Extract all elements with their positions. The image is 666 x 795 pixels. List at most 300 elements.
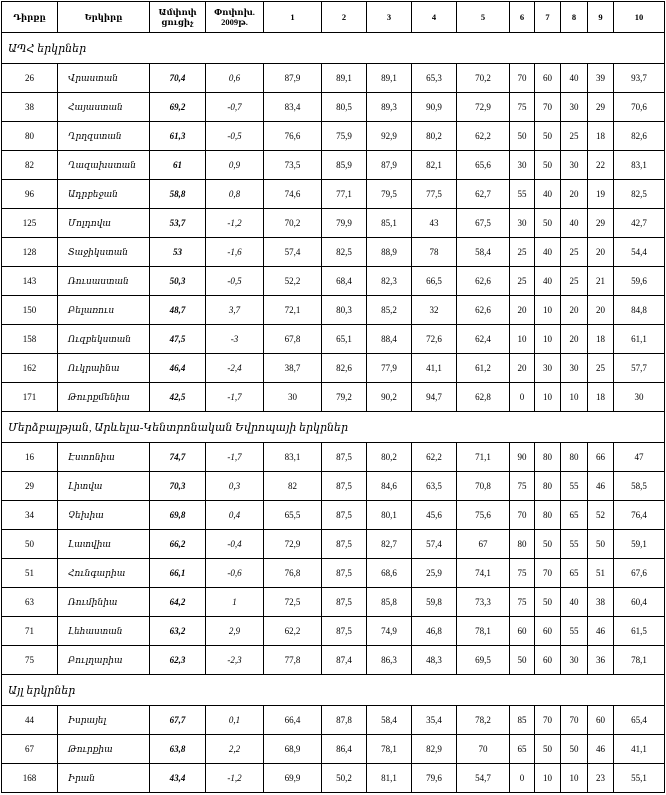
table-cell: 50	[535, 151, 561, 180]
table-cell: 82	[264, 472, 322, 501]
table-cell: 87,9	[367, 151, 412, 180]
table-cell: 46,4	[150, 354, 206, 383]
table-cell: 57,4	[264, 238, 322, 267]
table-cell: 61	[150, 151, 206, 180]
table-cell: 62,7	[457, 180, 510, 209]
table-cell: 50	[535, 735, 561, 764]
table-cell: 70	[561, 706, 588, 735]
column-header: 7	[535, 2, 561, 33]
table-cell: Էստոնիա	[58, 443, 150, 472]
table-cell: Իրան	[58, 764, 150, 793]
table-cell: 38,7	[264, 354, 322, 383]
column-header: 3	[367, 2, 412, 33]
table-row	[2, 501, 665, 530]
table-row	[2, 180, 665, 209]
table-row	[2, 383, 665, 412]
table-cell: 85	[510, 706, 535, 735]
table-cell: 42,5	[150, 383, 206, 412]
table-cell: 55	[561, 530, 588, 559]
table-cell: 66,5	[412, 267, 457, 296]
table-cell: 70,2	[264, 209, 322, 238]
table-cell: 54,7	[457, 764, 510, 793]
table-cell: 83,1	[264, 443, 322, 472]
table-cell: 30	[510, 151, 535, 180]
table-cell: 75,6	[457, 501, 510, 530]
table-cell: 25	[561, 122, 588, 151]
table-cell: 29	[2, 472, 58, 501]
table-cell: 25	[510, 238, 535, 267]
table-cell: -0,6	[206, 559, 264, 588]
column-header: Փոփոխ. 2009թ.	[206, 2, 264, 33]
table-cell: 50,3	[150, 267, 206, 296]
table-cell: 0,3	[206, 472, 264, 501]
table-cell: 72,6	[412, 325, 457, 354]
table-cell: 35,4	[412, 706, 457, 735]
table-cell: 87,4	[322, 646, 367, 675]
table-cell: 80	[535, 501, 561, 530]
table-cell: 30	[614, 383, 665, 412]
table-cell: 171	[2, 383, 58, 412]
table-cell: 71,1	[457, 443, 510, 472]
table-cell: 82,1	[412, 151, 457, 180]
table-cell: -3	[206, 325, 264, 354]
table-cell: 21	[588, 267, 614, 296]
table-cell: 59,6	[614, 267, 665, 296]
table-cell: 82,9	[412, 735, 457, 764]
table-cell: 78,2	[457, 706, 510, 735]
table-cell: 82,6	[614, 122, 665, 151]
table-cell: 29	[588, 209, 614, 238]
table-row	[2, 93, 665, 122]
table-cell: Ղազախստան	[58, 151, 150, 180]
table-cell: 79,5	[367, 180, 412, 209]
table-cell: 47,5	[150, 325, 206, 354]
table-cell: 68,6	[367, 559, 412, 588]
table-cell: 82,5	[614, 180, 665, 209]
table-cell: 61,1	[614, 325, 665, 354]
table-cell: 18	[588, 122, 614, 151]
table-cell: 70	[457, 735, 510, 764]
table-cell: 83,4	[264, 93, 322, 122]
table-row	[2, 646, 665, 675]
column-header: Դիրքը	[2, 2, 58, 33]
column-header: 9	[588, 2, 614, 33]
table-cell: 38	[588, 588, 614, 617]
table-cell: 46,8	[412, 617, 457, 646]
table-cell: 83,1	[614, 151, 665, 180]
table-row	[2, 764, 665, 793]
table-cell: 67,6	[614, 559, 665, 588]
table-cell: 0	[510, 383, 535, 412]
table-cell: Ռումինիա	[58, 588, 150, 617]
table-cell: 25	[510, 267, 535, 296]
table-cell: 50	[510, 646, 535, 675]
table-cell: 80	[510, 530, 535, 559]
table-cell: 90,2	[367, 383, 412, 412]
table-cell: 10	[535, 383, 561, 412]
table-cell: 66,2	[150, 530, 206, 559]
table-row	[2, 588, 665, 617]
table-cell: 70	[510, 64, 535, 93]
table-cell: 70	[535, 706, 561, 735]
table-cell: 55	[561, 472, 588, 501]
column-header: 6	[510, 2, 535, 33]
table-cell: 46	[588, 617, 614, 646]
table-cell: 75	[510, 93, 535, 122]
table-cell: 80,3	[322, 296, 367, 325]
table-cell: 70	[535, 93, 561, 122]
table-row	[2, 64, 665, 93]
table-cell: Ղրղզստան	[58, 122, 150, 151]
table-cell: 76,8	[264, 559, 322, 588]
table-cell: 39	[588, 64, 614, 93]
table-cell: 52	[588, 501, 614, 530]
table-cell: 30	[535, 354, 561, 383]
table-cell: 55	[561, 617, 588, 646]
table-cell: 25,9	[412, 559, 457, 588]
table-cell: 65,4	[614, 706, 665, 735]
table-cell: 67	[2, 735, 58, 764]
table-cell: 67,5	[457, 209, 510, 238]
table-cell: 52,2	[264, 267, 322, 296]
table-cell: 93,7	[614, 64, 665, 93]
table-cell: 41,1	[614, 735, 665, 764]
table-cell: 25	[561, 238, 588, 267]
table-cell: 44	[2, 706, 58, 735]
table-cell: 40	[535, 180, 561, 209]
table-cell: 78,1	[457, 617, 510, 646]
table-cell: 46	[588, 472, 614, 501]
table-cell: 76,6	[264, 122, 322, 151]
table-cell: 69,2	[150, 93, 206, 122]
table-cell: 87,5	[322, 617, 367, 646]
table-cell: 85,9	[322, 151, 367, 180]
table-cell: 51	[2, 559, 58, 588]
table-cell: 50	[588, 530, 614, 559]
table-cell: 60	[510, 617, 535, 646]
table-cell: 23	[588, 764, 614, 793]
table-row	[2, 209, 665, 238]
table-cell: 71	[2, 617, 58, 646]
table-cell: 10	[535, 764, 561, 793]
table-row	[2, 617, 665, 646]
column-header: 5	[457, 2, 510, 33]
table-cell: 62,2	[457, 122, 510, 151]
table-cell: 89,1	[367, 64, 412, 93]
table-cell: -1,6	[206, 238, 264, 267]
table-cell: 18	[588, 383, 614, 412]
table-cell: 75,9	[322, 122, 367, 151]
table-cell: 86,4	[322, 735, 367, 764]
table-cell: 50,2	[322, 764, 367, 793]
table-cell: 53,7	[150, 209, 206, 238]
section-header-row	[2, 675, 665, 706]
table-row	[2, 706, 665, 735]
table-cell: 50	[535, 530, 561, 559]
table-cell: 75	[510, 588, 535, 617]
table-row	[2, 325, 665, 354]
table-cell: 65	[561, 501, 588, 530]
table-cell: 70,2	[457, 64, 510, 93]
table-cell: 41,1	[412, 354, 457, 383]
table-cell: 58,8	[150, 180, 206, 209]
table-cell: Բուլղարիա	[58, 646, 150, 675]
table-cell: 25	[588, 354, 614, 383]
table-cell: 75	[510, 559, 535, 588]
table-cell: -1,2	[206, 209, 264, 238]
table-cell: 20	[588, 296, 614, 325]
section-header-row	[2, 33, 665, 64]
table-cell: 69,5	[457, 646, 510, 675]
table-cell: 90	[510, 443, 535, 472]
table-cell: 63,8	[150, 735, 206, 764]
table-cell: 96	[2, 180, 58, 209]
table-cell: 68,9	[264, 735, 322, 764]
table-cell: 60	[535, 64, 561, 93]
table-cell: 54,4	[614, 238, 665, 267]
table-cell: 84,8	[614, 296, 665, 325]
table-cell: 82	[2, 151, 58, 180]
table-cell: 82,6	[322, 354, 367, 383]
table-cell: 43,4	[150, 764, 206, 793]
table-cell: 68,4	[322, 267, 367, 296]
table-cell: 77,1	[322, 180, 367, 209]
table-cell: 40	[535, 267, 561, 296]
table-cell: 55	[510, 180, 535, 209]
table-cell: 51	[588, 559, 614, 588]
table-cell: 50	[535, 209, 561, 238]
table-cell: 40	[561, 588, 588, 617]
table-cell: 57,4	[412, 530, 457, 559]
table-cell: 85,1	[367, 209, 412, 238]
table-cell: Ռուսաստան	[58, 267, 150, 296]
table-cell: Հունգարիա	[58, 559, 150, 588]
table-cell: 63,5	[412, 472, 457, 501]
column-header: Երկիրը	[58, 2, 150, 33]
table-cell: 74,9	[367, 617, 412, 646]
table-cell: 67,8	[264, 325, 322, 354]
table-cell: -0,7	[206, 93, 264, 122]
table-cell: 72,1	[264, 296, 322, 325]
table-row	[2, 296, 665, 325]
table-cell: 48,3	[412, 646, 457, 675]
table-cell: 87,5	[322, 530, 367, 559]
table-cell: 10	[535, 296, 561, 325]
table-cell: 55,1	[614, 764, 665, 793]
table-cell: 43	[412, 209, 457, 238]
table-cell: -1,7	[206, 443, 264, 472]
table-cell: 50	[535, 588, 561, 617]
table-cell: 18	[588, 325, 614, 354]
section-header-row	[2, 412, 665, 443]
table-cell: 85,8	[367, 588, 412, 617]
table-cell: 65,6	[457, 151, 510, 180]
table-cell: Վրաստան	[58, 64, 150, 93]
table-cell: -1,2	[206, 764, 264, 793]
table-cell: 62,3	[150, 646, 206, 675]
table-cell: 30	[264, 383, 322, 412]
table-cell: 168	[2, 764, 58, 793]
table-cell: 79,6	[412, 764, 457, 793]
table-cell: 19	[588, 180, 614, 209]
section-title: ԱՊՀ երկրներ	[2, 33, 665, 64]
table-cell: 69,8	[150, 501, 206, 530]
table-cell: 32	[412, 296, 457, 325]
column-header: 1	[264, 2, 322, 33]
table-cell: 63,2	[150, 617, 206, 646]
table-cell: Լեհաստան	[58, 617, 150, 646]
table-cell: 90,9	[412, 93, 457, 122]
table-cell: 57,7	[614, 354, 665, 383]
table-cell: 80	[535, 472, 561, 501]
table-cell: 89,1	[322, 64, 367, 93]
table-cell: 47	[614, 443, 665, 472]
table-cell: 162	[2, 354, 58, 383]
table-cell: 70,4	[150, 64, 206, 93]
table-cell: 62,4	[457, 325, 510, 354]
table-cell: -0,5	[206, 267, 264, 296]
table-cell: 143	[2, 267, 58, 296]
table-cell: Ուկրաինա	[58, 354, 150, 383]
table-cell: 82,7	[367, 530, 412, 559]
table-cell: 66,4	[264, 706, 322, 735]
table-cell: 2,9	[206, 617, 264, 646]
table-row	[2, 530, 665, 559]
table-cell: 65,1	[322, 325, 367, 354]
table-cell: 66	[588, 443, 614, 472]
table-cell: 72,5	[264, 588, 322, 617]
table-cell: 87,5	[322, 559, 367, 588]
table-cell: Ուզբեկստան	[58, 325, 150, 354]
table-cell: 77,8	[264, 646, 322, 675]
table-cell: 20	[561, 180, 588, 209]
table-cell: 72,9	[457, 93, 510, 122]
table-cell: 80	[535, 443, 561, 472]
table-cell: 61,2	[457, 354, 510, 383]
table-cell: 78	[412, 238, 457, 267]
table-cell: Չեխիա	[58, 501, 150, 530]
table-cell: -0,5	[206, 122, 264, 151]
table-cell: 125	[2, 209, 58, 238]
table-row	[2, 238, 665, 267]
table-cell: 58,5	[614, 472, 665, 501]
table-cell: 22	[588, 151, 614, 180]
table-cell: 50	[2, 530, 58, 559]
table-cell: 30	[561, 93, 588, 122]
table-cell: 62,6	[457, 296, 510, 325]
table-cell: 62,2	[264, 617, 322, 646]
table-cell: 87,5	[322, 472, 367, 501]
table-cell: 87,9	[264, 64, 322, 93]
table-cell: 87,5	[322, 443, 367, 472]
table-cell: 59,1	[614, 530, 665, 559]
table-row	[2, 735, 665, 764]
table-cell: -2,4	[206, 354, 264, 383]
table-cell: 65	[510, 735, 535, 764]
table-cell: 2,2	[206, 735, 264, 764]
table-cell: 58,4	[367, 706, 412, 735]
column-header: Ամփոփ ցուցիչ	[150, 2, 206, 33]
table-cell: 64,2	[150, 588, 206, 617]
table-body	[2, 33, 665, 793]
table-cell: 78,1	[614, 646, 665, 675]
table-cell: 16	[2, 443, 58, 472]
section-title: Այլ երկրներ	[2, 675, 665, 706]
table-cell: 79,9	[322, 209, 367, 238]
table-cell: 1	[206, 588, 264, 617]
table-cell: 63	[2, 588, 58, 617]
column-header: 8	[561, 2, 588, 33]
table-cell: 61,5	[614, 617, 665, 646]
table-cell: 77,9	[367, 354, 412, 383]
table-cell: 0,1	[206, 706, 264, 735]
table-cell: 86,3	[367, 646, 412, 675]
table-cell: 78,1	[367, 735, 412, 764]
table-cell: Մոլդովա	[58, 209, 150, 238]
table-cell: 74,1	[457, 559, 510, 588]
table-cell: 53	[150, 238, 206, 267]
table-cell: 80,2	[412, 122, 457, 151]
table-row	[2, 151, 665, 180]
table-cell: 70,8	[457, 472, 510, 501]
table-cell: 85,2	[367, 296, 412, 325]
table-cell: -2,3	[206, 646, 264, 675]
economic-freedom-table	[1, 1, 665, 793]
table-cell: 75	[510, 472, 535, 501]
table-cell: 80,1	[367, 501, 412, 530]
table-cell: 62,8	[457, 383, 510, 412]
table-cell: 94,7	[412, 383, 457, 412]
table-cell: 50	[535, 122, 561, 151]
table-cell: Իսրայել	[58, 706, 150, 735]
table-cell: 20	[561, 296, 588, 325]
table-cell: Ադրբեջան	[58, 180, 150, 209]
column-header: 10	[614, 2, 665, 33]
table-cell: 72,9	[264, 530, 322, 559]
section-title: Մերձբալթյան, Արևելա-Կենտրոնական Եվրոպայի երկրներ	[2, 412, 665, 443]
table-cell: 29	[588, 93, 614, 122]
table-cell: 0,4	[206, 501, 264, 530]
table-row	[2, 559, 665, 588]
table-cell: 10	[561, 764, 588, 793]
table-cell: 92,9	[367, 122, 412, 151]
header-row	[2, 2, 665, 33]
column-header: 2	[322, 2, 367, 33]
table-cell: 70	[535, 559, 561, 588]
table-cell: 40	[561, 209, 588, 238]
table-cell: Թուրքիա	[58, 735, 150, 764]
table-cell: Լատվիա	[58, 530, 150, 559]
table-cell: 79,2	[322, 383, 367, 412]
table-cell: 58,4	[457, 238, 510, 267]
table-cell: Լիտվա	[58, 472, 150, 501]
table-cell: 65	[561, 559, 588, 588]
table-cell: 60	[535, 617, 561, 646]
table-cell: 80	[561, 443, 588, 472]
table-cell: 30	[561, 354, 588, 383]
table-cell: -1,7	[206, 383, 264, 412]
table-cell: 30	[510, 209, 535, 238]
table-cell: 87,8	[322, 706, 367, 735]
table-cell: 70,6	[614, 93, 665, 122]
table-cell: 50	[561, 735, 588, 764]
table-cell: 10	[561, 383, 588, 412]
table-cell: 30	[561, 151, 588, 180]
table-cell: Տաջիկստան	[58, 238, 150, 267]
table-cell: 74,7	[150, 443, 206, 472]
table-cell: 50	[510, 122, 535, 151]
table-cell: 82,5	[322, 238, 367, 267]
